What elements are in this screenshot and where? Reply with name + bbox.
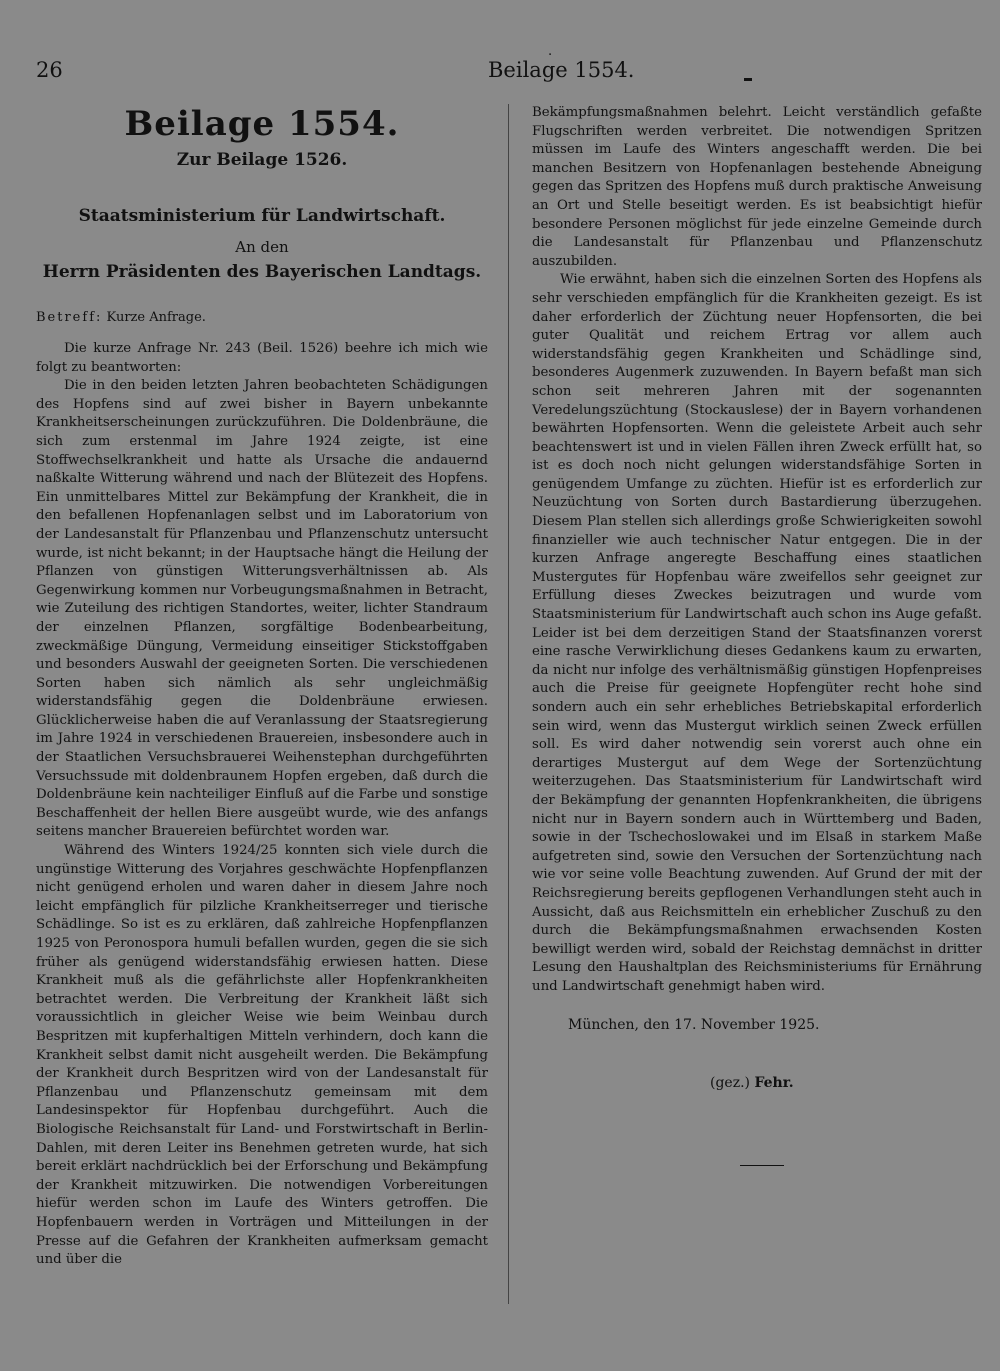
document-subtitle: Zur Beilage 1526. xyxy=(176,150,348,170)
subject-line xyxy=(36,308,488,328)
running-title: Beilage 1554. xyxy=(488,58,635,82)
paragraph: Bekämpfungsmaßnahmen belehrt. Leicht verständlich gefaßte Flugschriften werden verbreitet. Die notwendigen Spritzen müssen im Laufe des Winters angeschafft werden. Die bei manchen Besitzern von Hopfenanlagen bestehende Abneigung gegen das Spritzen des Hopfens muß durch praktische Anweisung an Ort und Stelle beseitigt werden. Es ist beabsichtigt hiefür besondere Personen möglichst für jede einzelne Gemeinde durch die Landesanstalt für Pflanzenbau und Pflanzenschutz auszubilden. xyxy=(532,105,982,269)
subject-label: Betreff: xyxy=(36,310,103,325)
paragraph: Während des Winters 1924/25 konnten sich viele durch die ungünstige Witterung des Vorjahres geschwächte Hopfenpflanzen nicht genügend erholen und waren daher in diesem Jahre noch leicht empfänglich für pilzliche Krankheitserreger und tierische Schädlinge. So ist es zu erklären, daß zahlreiche Hopfenpflanzen 1925 von Peronospora humuli befallen wurden, gegen die sie sich früher als genügend widerstandsfähig erwiesen hatten. Diese Krankheit muß als die gefährlichste aller Hopfenkrankheiten betrachtet werden. Die Verbreitung der Krankheit läßt sich voraussichtlich in gleicher Weise wie beim Weinbau durch Bespritzen mit kupferhaltigen Mitteln verhindern, doch kann die Krankheit selbst damit nicht ausgeheilt werden. Die Bekämpfung der Krankheit durch Bespritzen wird von der Landesanstalt für Pflanzenbau und Pflanzenschutz gemeinsam mit dem Landesinspektor für Hopfenbau durchgeführt. Auch die Biologische Reichsanstalt für Land- und Forstwirtschaft in Berlin-Dahlen, mit deren Leiter ins Benehmen getreten wurde, hat sich bereit erklärt nachdrücklich bei der Erforschung und Bekämpfung der Krankheit mitzuwirken. Die notwendigen Vorbereitungen hiefür werden schon im Laufe des Winters getroffen. Die Hopfenbauern werden in Vorträgen und Mitteilungen in der Presse auf die Gefahren der Krankheiten aufmerksam gemacht und über die xyxy=(36,843,488,1268)
document-title: Beilage 1554. xyxy=(124,104,400,144)
page-number: 26 xyxy=(36,58,63,82)
end-rule xyxy=(740,1165,784,1166)
address-prefix: An den xyxy=(235,238,289,256)
subject-text: Kurze Anfrage. xyxy=(106,310,206,325)
paragraph: Die kurze Anfrage Nr. 243 (Beil. 1526) beehre ich mich wie folgt zu beantworten: xyxy=(36,341,488,375)
ministry-name: Staatsministerium für Landwirtschaft. xyxy=(78,206,446,226)
addressee: Herrn Präsidenten des Bayerischen Landtags. xyxy=(42,262,482,282)
left-column xyxy=(36,104,488,1270)
signature-prefix: (gez.) xyxy=(710,1074,750,1091)
right-column xyxy=(532,104,982,1166)
paragraph: Die in den beiden letzten Jahren beobachteten Schädigungen des Hopfens sind auf zwei bisher in Bayern unbekannte Krankheitserscheinungen zurückzuführen. Die Doldenbräune, die sich zum erstenmal im Jahre 1924 zeigte, ist eine Stoffwechselkrankheit und hatte als Ursache die andauernd naßkalte Witterung während und nach der Blütezeit des Hopfens. Ein unmittelbares Mittel zur Bekämpfung der Krankheit, die in den befallenen Hopfenanlagen selbst und im Laboratorium von der Landesanstalt für Pflanzenbau und Pflanzenschutz untersucht wurde, ist nicht bekannt; in der Hauptsache hängt die Heilung der Pflanzen von günstigen Witterungsverhältnissen ab. Als Gegenwirkung kommen nur Vorbeugungsmaßnahmen in Betracht, wie Zuteilung des richtigen Standortes, weiter, lichter Standraum der einzelnen Pflanzen, sorgfältige Bodenbearbeitung, zweckmäßige Düngung, Vermeidung einseitiger Stickstoffgaben und besonders Auswahl der geeigneten Sorten. Die verschiedenen Sorten haben sich nämlich als sehr ungleichmäßig widerstandsfähig gegen die Doldenbräune erwiesen. Glücklicherweise haben die auf Veranlassung der Staatsregierung im Jahre 1924 in verschiedenen Brauereien, insbesondere auch in der Staatlichen Versuchsbrauerei Weihenstephan durchgeführten Versuchssude mit doldenbraunem Hopfen ergeben, daß durch die Doldenbräune kein nachteiliger Einfluß auf die Farbe und sonstige Beschaffenheit der hellen Biere ausgeübt wurde, wie des anfangs seitens mancher Brauereien befürchtet worden war. xyxy=(36,378,488,840)
running-head xyxy=(36,58,964,88)
paragraph: Wie erwähnt, haben sich die einzelnen Sorten des Hopfens als sehr verschieden empfänglich für die Krankheiten gezeigt. Es ist daher erforderlich der Züchtung neuer Hopfensorten, die bei guter Qualität und reichem Ertrag vor allem auch widerstandsfähig gegen Krankheiten und Schädlinge sind, besonderes Augenmerk zuzuwenden. In Bayern befaßt man sich schon seit mehreren Jahren mit der sogenannten Veredelungszüchtung (Stockauslese) der in Bayern vorhandenen bewährten Hopfensorten. Wenn die geleistete Arbeit auch sehr beachtenswert ist und in vielen Fällen ihren Zweck erfüllt hat, so ist es doch noch nicht gelungen widerstandsfähige Sorten in genügendem Umfange zu züchten. Hiefür ist es erforderlich zur Neuzüchtung von Sorten durch Bastardierung überzugehen. Diesem Plan stellen sich allerdings große Schwierigkeiten sowohl finanzieller wie auch technischer Natur entgegen. Die in der kurzen Anfrage angeregte Beschaffung eines staatlichen Mustergutes für Hopfenbau wäre zweifellos sehr geeignet zur Erfüllung dieses Zweckes beizutragen und wurde vom Staatsministerium für Landwirtschaft auch schon ins Auge gefaßt. Leider ist bei dem derzeitigen Stand der Staatsfinanzen vorerst eine rasche Verwirklichung dieses Gedankens kaum zu erwarten, da nicht nur infolge des verhältnismäßig günstigen Hopfenpreises auch die Preise für geeignete Hopfengüter recht hohe sind sondern auch ein sehr erhebliches Betriebskapital erforderlich sein wird, wenn das Mustergut wirklich seinen Zweck erfüllen soll. Es wird daher notwendig sein vorerst auch ohne ein derartiges Mustergut auf dem Wege der Sortenzüchtung weiterzugehen. Das Staatsministerium für Landwirtschaft wird der Bekämpfung der genannten Hopfenkrankheiten, die übrigens nicht nur in Bayern sondern auch in Württemberg und Baden, sowie in der Tschechoslowakei und im Elsaß in starkem Maße aufgetreten sind, sowie den Versuchen der Sortenzüchtung nach wie vor seine volle Beachtung zuwenden. Auf Grund der mit der Reichsregierung bereits gepflogenen Verhandlungen steht auch in Aussicht, daß aus Reichsmitteln ein erheblicher Zuschuß zu den durch die Bekämpfungsmaßnahmen erwachsenden Kosten bewilligt werden wird, sobald der Reichstag demnächst in dritter Lesung den Haushaltplan des Reichsministeriums für Ernährung und Landwirtschaft genehmigt haben wird. xyxy=(532,272,982,994)
signature xyxy=(710,1073,982,1093)
column-rule xyxy=(508,104,509,1304)
top-mark: . xyxy=(548,44,553,59)
date-line: München, den 17. November 1925. xyxy=(568,1016,820,1033)
signature-name: Fehr. xyxy=(754,1074,794,1091)
dash-mark xyxy=(744,78,752,81)
